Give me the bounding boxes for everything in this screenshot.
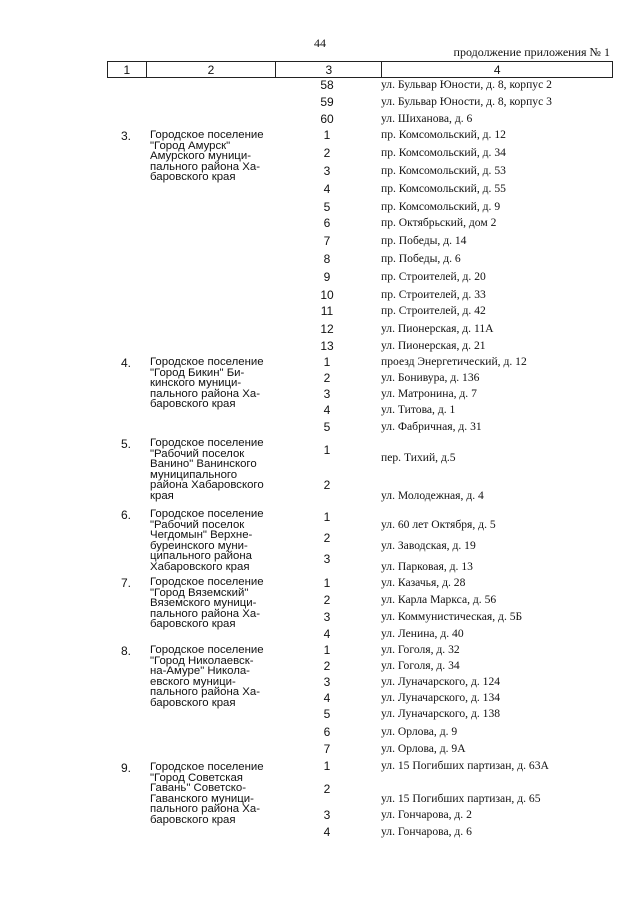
page-number: 44 <box>314 36 326 50</box>
row-address: пр. Комсомольский, д. 9 <box>381 200 501 213</box>
row-number: 59 <box>320 95 334 109</box>
row-number: 3 <box>323 164 331 178</box>
row-address: ул. Титова, д. 1 <box>381 403 456 416</box>
row-address: ул. Гончарова, д. 2 <box>381 808 472 821</box>
group-name: Городское поселение "Город Николаевск- на-Амуре" Никола- евского муници- пального района Ха- баровского края <box>150 644 264 709</box>
row-number: 13 <box>320 339 334 353</box>
row-number: 1 <box>323 443 331 457</box>
row-address: пр. Октябрьский, дом 2 <box>381 216 497 229</box>
row-address: проезд Энергетический, д. 12 <box>381 355 527 368</box>
row-number: 12 <box>320 322 334 336</box>
group-name: Городское поселение "Город Вяземский" Вяземского муници- пального района Ха- баровского края <box>150 576 264 631</box>
row-address: ул. Луначарского, д. 138 <box>381 707 501 720</box>
row-address: пр. Комсомольский, д. 12 <box>381 128 506 141</box>
row-number: 4 <box>323 627 331 641</box>
row-address: ул. Луначарского, д. 134 <box>381 691 501 704</box>
row-number: 3 <box>323 675 331 689</box>
row-address: ул. Заводская, д. 19 <box>381 539 476 552</box>
row-address: ул. Бульвар Юности, д. 8, корпус 3 <box>381 95 552 108</box>
row-address: пр. Комсомольский, д. 34 <box>381 146 506 159</box>
row-number: 10 <box>320 288 334 302</box>
group-index: 8. <box>121 644 132 658</box>
row-address: пр. Победы, д. 6 <box>381 252 461 265</box>
group-index: 3. <box>121 129 132 143</box>
row-number: 11 <box>320 304 334 318</box>
row-address: ул. Шиханова, д. 6 <box>381 112 473 125</box>
row-address: ул. 15 Погибших партизан, д. 63А <box>381 759 549 772</box>
row-address: пр. Комсомольский, д. 53 <box>381 164 506 177</box>
row-number: 9 <box>323 270 331 284</box>
row-number: 4 <box>323 403 331 417</box>
row-number: 5 <box>323 200 331 214</box>
row-address: ул. Гоголя, д. 34 <box>381 659 460 672</box>
row-address: ул. Парковая, д. 13 <box>381 560 473 573</box>
row-address: ул. Коммунистическая, д. 5Б <box>381 610 523 623</box>
column-header-4: 4 <box>382 62 613 78</box>
row-address: ул. Гончарова, д. 6 <box>381 825 472 838</box>
row-number: 7 <box>323 234 331 248</box>
row-number: 1 <box>323 355 331 369</box>
row-number: 1 <box>323 759 331 773</box>
row-number: 1 <box>323 510 331 524</box>
page-subtitle: продолжение приложения № 1 <box>453 45 610 59</box>
row-address: ул. Бонивура, д. 136 <box>381 371 480 384</box>
row-number: 3 <box>323 387 331 401</box>
row-number: 2 <box>323 371 331 385</box>
row-address: ул. Луначарского, д. 124 <box>381 675 501 688</box>
row-number: 6 <box>323 725 331 739</box>
row-number: 8 <box>323 252 331 266</box>
group-name: Городское поселение "Рабочий поселок Ванино" Ванинского муниципального района Хабаровского края <box>150 437 264 502</box>
row-address: ул. Пионерская, д. 21 <box>381 339 486 352</box>
row-number: 4 <box>323 182 331 196</box>
row-address: ул. Матронина, д. 7 <box>381 387 477 400</box>
row-number: 4 <box>323 691 331 705</box>
row-number: 2 <box>323 782 331 796</box>
group-index: 6. <box>121 508 132 522</box>
row-address: пр. Строителей, д. 33 <box>381 288 486 301</box>
row-address: ул. Фабричная, д. 31 <box>381 420 482 433</box>
row-number: 6 <box>323 216 331 230</box>
row-address: ул. 60 лет Октября, д. 5 <box>381 518 496 531</box>
row-address: пр. Победы, д. 14 <box>381 234 467 247</box>
group-name: Городское поселение "Город Амурск" Амурского муници- пального района Ха- баровского края <box>150 129 264 184</box>
row-number: 2 <box>323 531 331 545</box>
row-address: пр. Комсомольский, д. 55 <box>381 182 506 195</box>
row-number: 7 <box>323 742 331 756</box>
row-address: ул. Орлова, д. 9 <box>381 725 458 738</box>
row-address: пр. Строителей, д. 42 <box>381 304 486 317</box>
group-name: Городское поселение "Город Бикин" Би- кинского муници- пального района Ха- баровского края <box>150 356 264 411</box>
row-address: ул. Молодежная, д. 4 <box>381 489 484 502</box>
row-address: ул. Гоголя, д. 32 <box>381 643 460 656</box>
row-number: 1 <box>323 643 331 657</box>
row-number: 2 <box>323 478 331 492</box>
column-header-3: 3 <box>276 62 382 78</box>
row-number: 5 <box>323 420 331 434</box>
row-number: 5 <box>323 707 331 721</box>
row-number: 2 <box>323 593 331 607</box>
group-index: 9. <box>121 761 132 775</box>
row-address: ул. Казачья, д. 28 <box>381 576 466 589</box>
group-index: 5. <box>121 437 132 451</box>
row-number: 3 <box>323 808 331 822</box>
row-number: 1 <box>323 576 331 590</box>
row-address: ул. Орлова, д. 9А <box>381 742 466 755</box>
row-number: 3 <box>323 552 331 566</box>
row-number: 2 <box>323 659 331 673</box>
row-number: 4 <box>323 825 331 839</box>
row-address: ул. Ленина, д. 40 <box>381 627 464 640</box>
row-address: ул. Пионерская, д. 11А <box>381 322 494 335</box>
row-number: 2 <box>323 146 331 160</box>
row-address: пр. Строителей, д. 20 <box>381 270 486 283</box>
row-address: ул. Карла Маркса, д. 56 <box>381 593 497 606</box>
row-number: 3 <box>323 610 331 624</box>
row-address: ул. Бульвар Юности, д. 8, корпус 2 <box>381 78 552 91</box>
column-header-1: 1 <box>108 62 147 78</box>
row-address: ул. 15 Погибших партизан, д. 65 <box>381 792 541 805</box>
row-number: 60 <box>320 112 334 126</box>
group-name: Городское поселение "Рабочий поселок Чегдомын" Верхне- буреинского муни- ципального района Хабаровского края <box>150 508 264 573</box>
row-address: пер. Тихий, д.5 <box>381 451 456 464</box>
column-header-2: 2 <box>146 62 276 78</box>
group-index: 7. <box>121 576 132 590</box>
row-number: 1 <box>323 128 331 142</box>
group-name: Городское поселение "Город Советская Гавань" Советско- Гаванского муници- пального района Ха- баровского края <box>150 761 264 826</box>
group-index: 4. <box>121 356 132 370</box>
row-number: 58 <box>320 78 334 92</box>
